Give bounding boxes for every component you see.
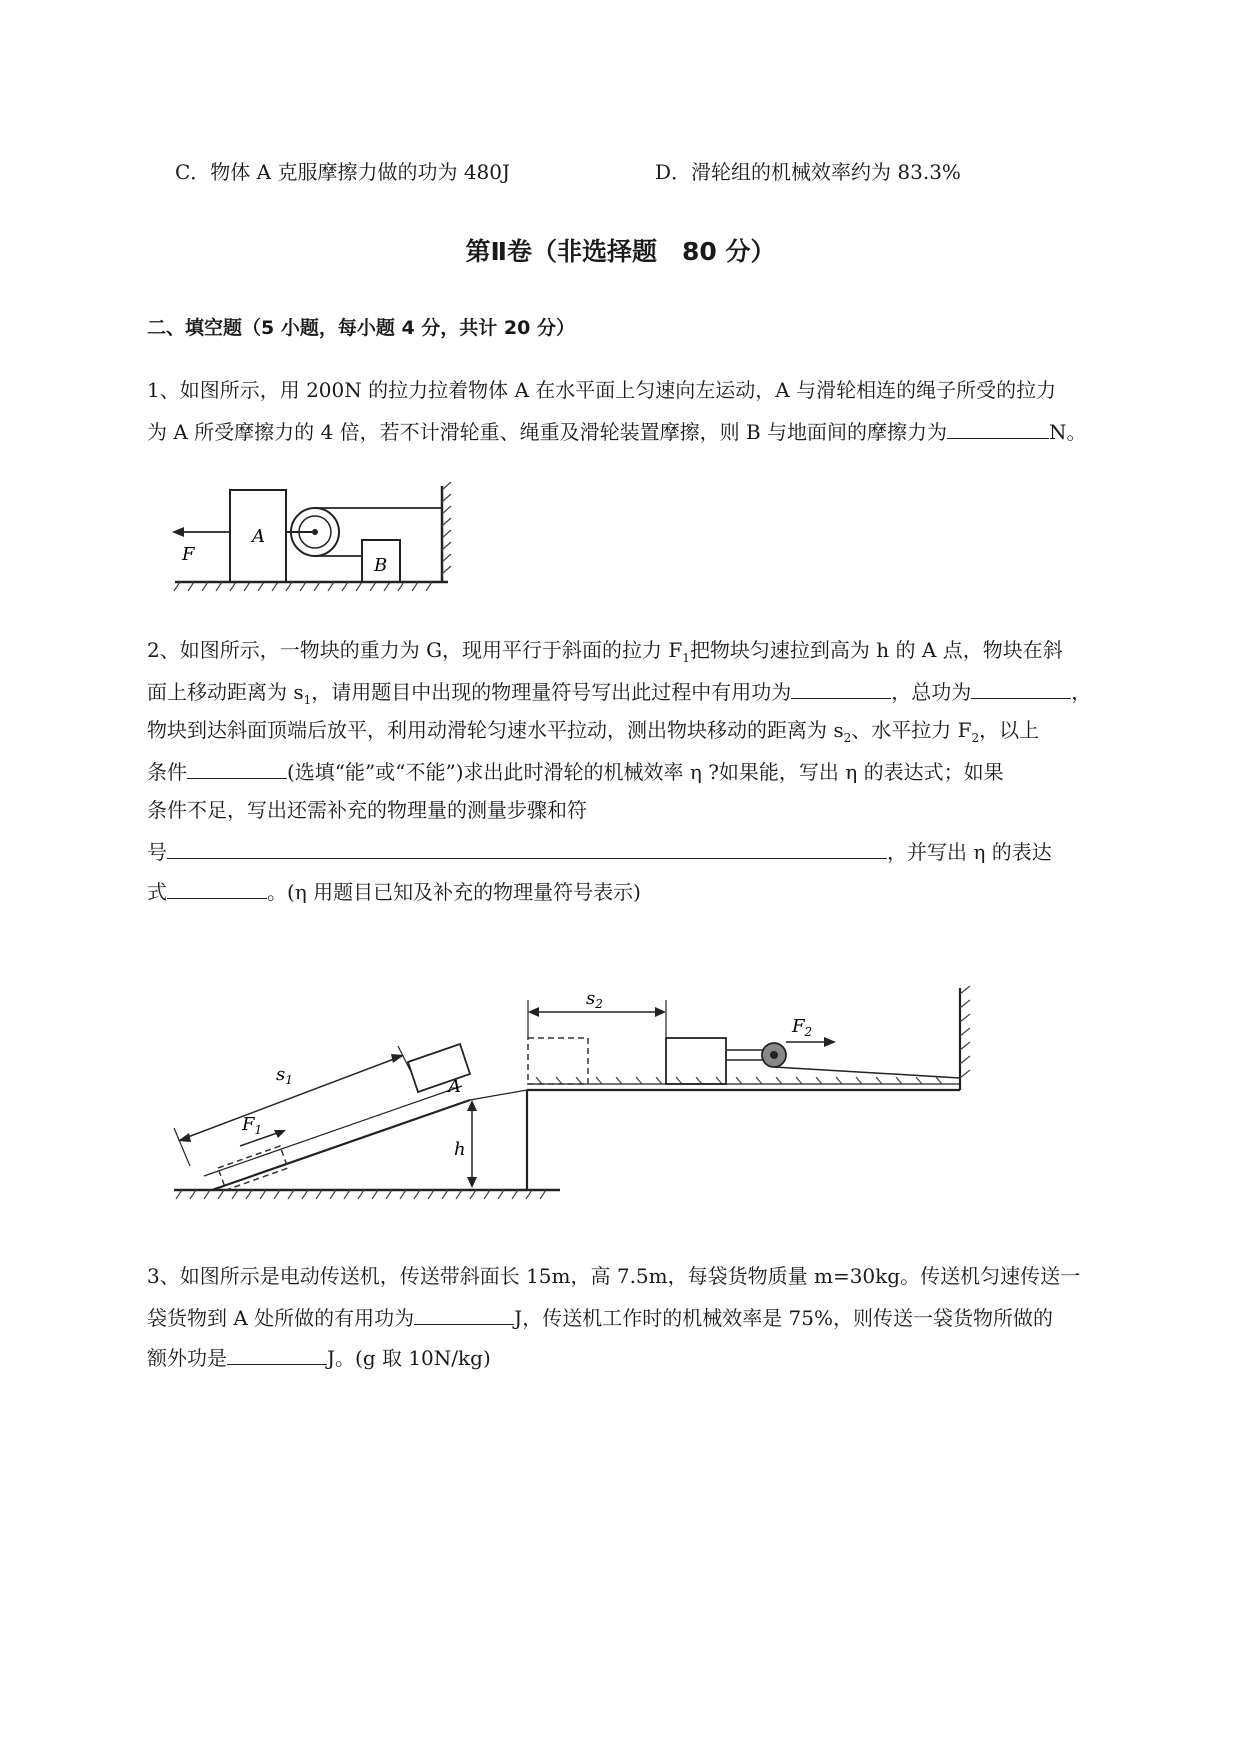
q3-line2-text-a: 袋货物到 A 处所做的有用功为 (147, 1306, 415, 1330)
q3-line3-text-b: J。(g 取 10N/kg) (327, 1346, 491, 1370)
q1-fig-label-b: B (374, 555, 388, 576)
q2-line2-text-d: ， (1071, 680, 1092, 704)
q2-line3-sub1: 2 (843, 731, 852, 745)
q2-fig-label-f2: $F_2$ (792, 1016, 813, 1039)
q1-answer-blank[interactable] (947, 416, 1049, 439)
q2-line3-text-b: 、水平拉力 F (851, 718, 972, 742)
q2-line2-text-b: ，请用题目中出现的物理量符号写出此过程中有用功为 (311, 680, 792, 704)
q2-line3-text-c: ，以上 (979, 718, 1040, 742)
q2-line5: 条件不足，写出还需补充的物理量的测量步骤和符 (147, 798, 587, 822)
q2-fig-label-a: A (448, 1076, 461, 1097)
q1-line1: 1、如图所示，用 200N 的拉力拉着物体 A 在水平面上匀速向左运动，A 与滑轮相连的绳子所受的拉力 (147, 378, 1057, 402)
q3-line2-text-b: J，传送机工作时的机械效率是 75%，则传送一袋货物所做的 (514, 1306, 1053, 1330)
q2-line7-text-b: 。(η 用题目已知及补充的物理量符号表示) (267, 880, 641, 904)
q2-line4-text-b: (选填“能”或“不能”)求出此时滑轮的机械效率 η ?如果能，写出 η 的表达式；如果 (287, 760, 1004, 784)
q3-line1: 3、如图所示是电动传送机，传送带斜面长 15m，高 7.5m，每袋货物质量 m=30kg。传送机匀速传送一 (147, 1264, 1081, 1288)
q1-line2 (147, 416, 1087, 446)
q2-line2-sub: 1 (303, 693, 312, 707)
q2-figure (170, 980, 990, 1210)
q1-fig-label-f: F (182, 544, 195, 565)
q1-figure (170, 478, 460, 603)
q2-line7 (147, 876, 641, 906)
q2-total-work-blank[interactable] (971, 676, 1071, 699)
q1-fig-label-a: A (252, 526, 265, 547)
q2-line3-sub2: 2 (971, 731, 980, 745)
q3-extra-work-blank[interactable] (227, 1342, 327, 1365)
q2-line1-sub: 1 (682, 651, 690, 665)
part-title: 第Ⅱ卷（非选择题 80 分） (465, 237, 776, 266)
q2-line3-text-a: 物块到达斜面顶端后放平，利用动滑轮匀速水平拉动，测出物块移动的距离为 s (147, 718, 844, 742)
option-d: D．滑轮组的机械效率约为 83.3% (655, 160, 961, 184)
q2-line4-text-a: 条件 (147, 760, 187, 784)
q2-fig-label-f1: $F_1$ (242, 1114, 263, 1137)
q2-line1-text-b: 把物块匀速拉到高为 h 的 A 点，物块在斜 (689, 638, 1063, 662)
q2-line2-text-c: ，总功为 (891, 680, 972, 704)
q2-line1-text-a: 2、如图所示，一物块的重力为 G，现用平行于斜面的拉力 F (147, 638, 683, 662)
q3-useful-work-blank[interactable] (414, 1302, 514, 1325)
q2-line1 (147, 636, 1063, 672)
q2-line6-text-b: ，并写出 η 的表达 (887, 840, 1052, 864)
q2-line7-text-a: 式 (147, 880, 167, 904)
q2-useful-work-blank[interactable] (791, 676, 891, 699)
q2-fig-label-s1: $s_1$ (276, 1064, 293, 1087)
q2-line3 (147, 716, 1039, 752)
q2-steps-blank[interactable] (167, 836, 887, 859)
q2-can-blank[interactable] (187, 756, 287, 779)
q2-eta-blank[interactable] (167, 876, 267, 899)
q3-line3-text-a: 额外功是 (147, 1346, 227, 1370)
q2-line6 (147, 836, 1052, 866)
q3-line2 (147, 1302, 1053, 1332)
q2-line4 (147, 756, 1004, 786)
q1-line2-text: 为 A 所受摩擦力的 4 倍，若不计滑轮重、绳重及滑轮装置摩擦，则 B 与地面间的摩擦力为 (147, 420, 948, 444)
q2-fig-label-h: h (454, 1139, 466, 1160)
q2-line6-text-a: 号 (147, 840, 167, 864)
q2-line2-text-a: 面上移动距离为 s (147, 680, 304, 704)
q2-line2 (147, 676, 1091, 714)
q3-line3 (147, 1342, 491, 1372)
q1-unit: N。 (1049, 420, 1087, 444)
option-c: C．物体 A 克服摩擦力做的功为 480J (175, 160, 511, 184)
q2-fig-label-s2: $s_2$ (586, 988, 603, 1011)
section-title: 二、填空题（5 小题，每小题 4 分，共计 20 分） (147, 317, 575, 339)
